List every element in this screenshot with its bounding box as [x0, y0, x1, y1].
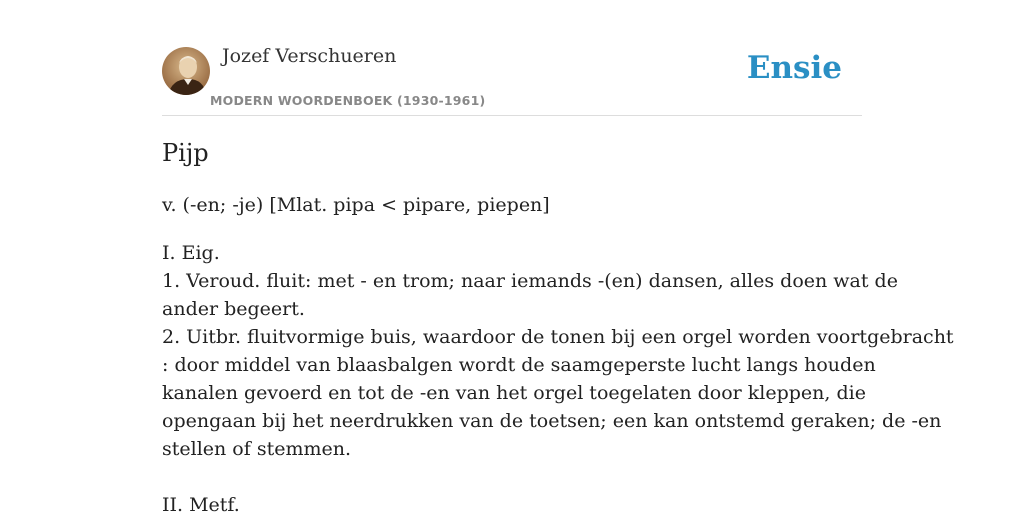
page	[162, 0, 954, 516]
section-heading: II. Metf.	[162, 494, 240, 516]
entry-grammar: v. (-en; -je) [Mlat. pipa < pipare, piepen]	[162, 194, 550, 216]
entry-line: 2. Uitbr. fluitvormige buis, waardoor de tonen bij een orgel worden voortgebracht	[162, 326, 954, 348]
entry-title: Pijp	[162, 139, 209, 167]
brand-logo[interactable]: Ensie	[746, 50, 842, 86]
entry-line: : door middel van blaasbalgen wordt de saamgeperste lucht langs houden	[162, 354, 876, 376]
paragraph-gap	[162, 463, 862, 491]
entry-line: 1. Veroud. fluit: met - en trom; naar iemands -(en) dansen, alles doen wat de	[162, 270, 898, 292]
author-name[interactable]: Jozef Verschueren	[222, 45, 397, 67]
portrait-icon	[162, 47, 210, 95]
entry-line: I. Eig.	[162, 242, 220, 264]
header	[162, 0, 862, 116]
author-avatar[interactable]	[162, 47, 210, 95]
entry-line: stellen of stemmen.	[162, 438, 351, 460]
entry-body	[162, 239, 954, 519]
entry-line: ander begeert.	[162, 298, 305, 320]
entry-line: kanalen gevoerd en tot de -en van het orgel toegelaten door kleppen, die	[162, 382, 866, 404]
entry-line: opengaan bij het neerdrukken van de toetsen; een kan ontstemd geraken; de -en	[162, 410, 942, 432]
source-label[interactable]: MODERN WOORDENBOEK (1930-1961)	[210, 93, 486, 108]
